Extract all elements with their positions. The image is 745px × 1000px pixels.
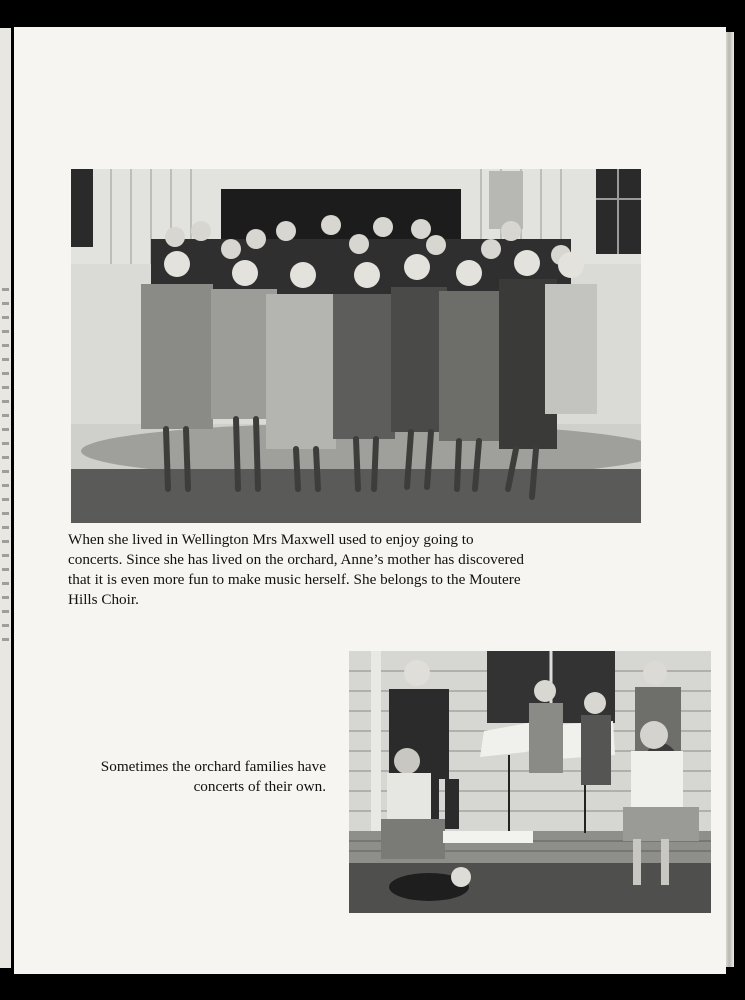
page-edge xyxy=(726,32,734,967)
book-page xyxy=(14,27,726,974)
choir-photo xyxy=(71,169,641,523)
concert-caption: Sometimes the orchard families have concerts of their own. xyxy=(100,758,326,795)
choir-caption: When she lived in Wellington Mrs Maxwell used to enjoy going to concerts. Since she has lived on the orchard, Anne’s mother has discovered that it is even more fun to make music herself. She belongs to the Moutere Hills Choir. xyxy=(68,531,524,608)
previous-page-edge xyxy=(0,28,11,968)
concert-photo xyxy=(349,651,711,913)
